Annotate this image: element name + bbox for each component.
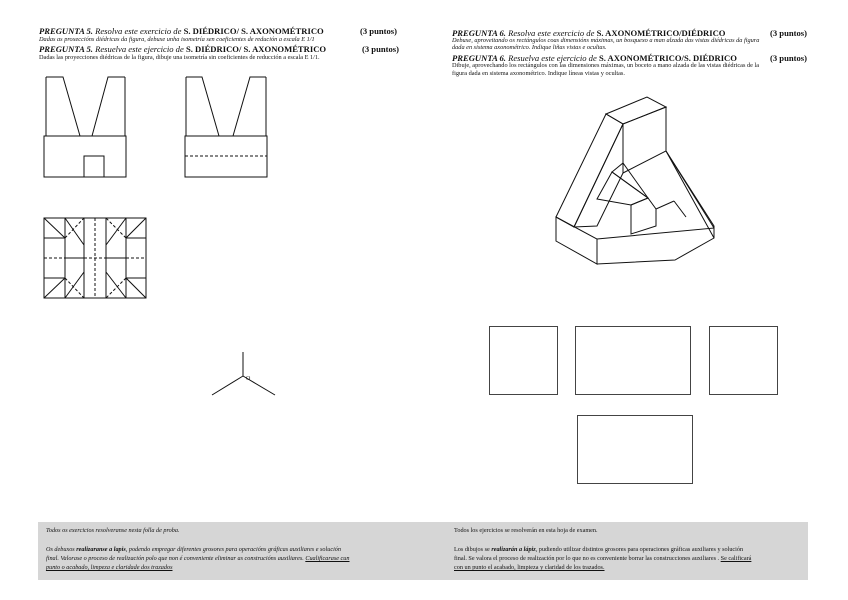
q5-instruction-spanish: Dadas las proyecciones diédricas de la figura, dibuje una isometría sin coeficientes de reducción a escala E 1/1. <box>39 54 320 61</box>
plan-view-drawing <box>44 218 146 298</box>
isometric-axes <box>212 352 275 395</box>
q5-title-spanish: PREGUNTA 5. Resuelva este ejercicio de S. DIÉDRICO/ S. AXONOMÉTRICO <box>39 44 327 54</box>
q6-instruction-galician-1: Debuxe, aproveitando os rectángulos coas dimensións máximas, un bosquexo a man alzada das vistas diédricas da figura <box>452 37 760 44</box>
origin-label: O <box>246 376 251 382</box>
q6-instruction-spanish-2: figura dada en sistema axonométrico. Indique líneas vistas y ocultas. <box>452 70 625 77</box>
side-view-drawing <box>185 77 267 177</box>
q6-points-galician: (3 puntos) <box>770 28 808 38</box>
footer-es-line2: Los dibujos se realizarán a lápiz, pudiendo utilizar distintos grosores para operaciones gráficas auxiliares y solución <box>454 546 744 553</box>
footer-gl-line3: final. Valorase o proceso de realización polo que non é conveniente eliminar as construcións auxiliares. Cualificarase cun <box>46 555 350 562</box>
footer-gl-line2: Os debuxos realizaranse a lapis, podendo empregar diferentes grosores para operacións gráficas auxiliares e solución <box>46 546 341 553</box>
answer-box-right-view[interactable] <box>709 326 778 395</box>
q5-instruction-galician: Dadas as proxeccións diédricas da figura, debuxe unha isometría sen coeficientes de redución a escala E 1/1 <box>39 36 315 43</box>
footer-es-line4: con un punto el acabado, limpieza y claridad de los trazados. <box>454 564 605 571</box>
footer-gl-line4: punto o acabado, limpeza e claridade dos trazados <box>46 564 173 571</box>
q6-instruction-spanish-1: Dibuje, aprovechando los rectángulos con las dimensiones máximas, un boceto a mano alzada de las vistas diédricas de la <box>452 62 760 69</box>
answer-box-front-view[interactable] <box>575 326 691 395</box>
q5-points-galician: (3 puntos) <box>360 26 398 36</box>
q6-title-galician: PREGUNTA 6. Resolva este exercicio de S. AXONOMÉTRICO/DIÉDRICO <box>452 28 726 38</box>
q6-points-spanish: (3 puntos) <box>770 53 808 63</box>
footer-gl-line1: Todos os exercicios resolveranse nesta folla de proba. <box>46 527 180 534</box>
answer-box-left-view[interactable] <box>489 326 558 395</box>
front-view-drawing <box>44 77 126 177</box>
q6-title-spanish: PREGUNTA 6. Resuelva este ejercicio de S. AXONOMÉTRICO/S. DIÉDRICO <box>452 53 737 63</box>
footer-es-line3: final. Se valora el proceso de realización por lo que no es conveniente borrar las construcciones auxiliares . Se calificará <box>454 555 752 562</box>
q5-points-spanish: (3 puntos) <box>362 44 400 54</box>
q5-title-galician: PREGUNTA 5. Resolva este exercicio de S. DIÉDRICO/ S. AXONOMÉTRICO <box>39 26 324 36</box>
q6-instruction-galician-2: dada en sistema axonométrico. Indique liñas vistas e ocultas. <box>452 44 607 51</box>
isometric-figure-drawing <box>556 97 714 264</box>
footer-es-line1: Todos los ejercicios se resolverán en esta hoja de examen. <box>454 527 598 534</box>
answer-box-plan-view[interactable] <box>577 415 693 484</box>
